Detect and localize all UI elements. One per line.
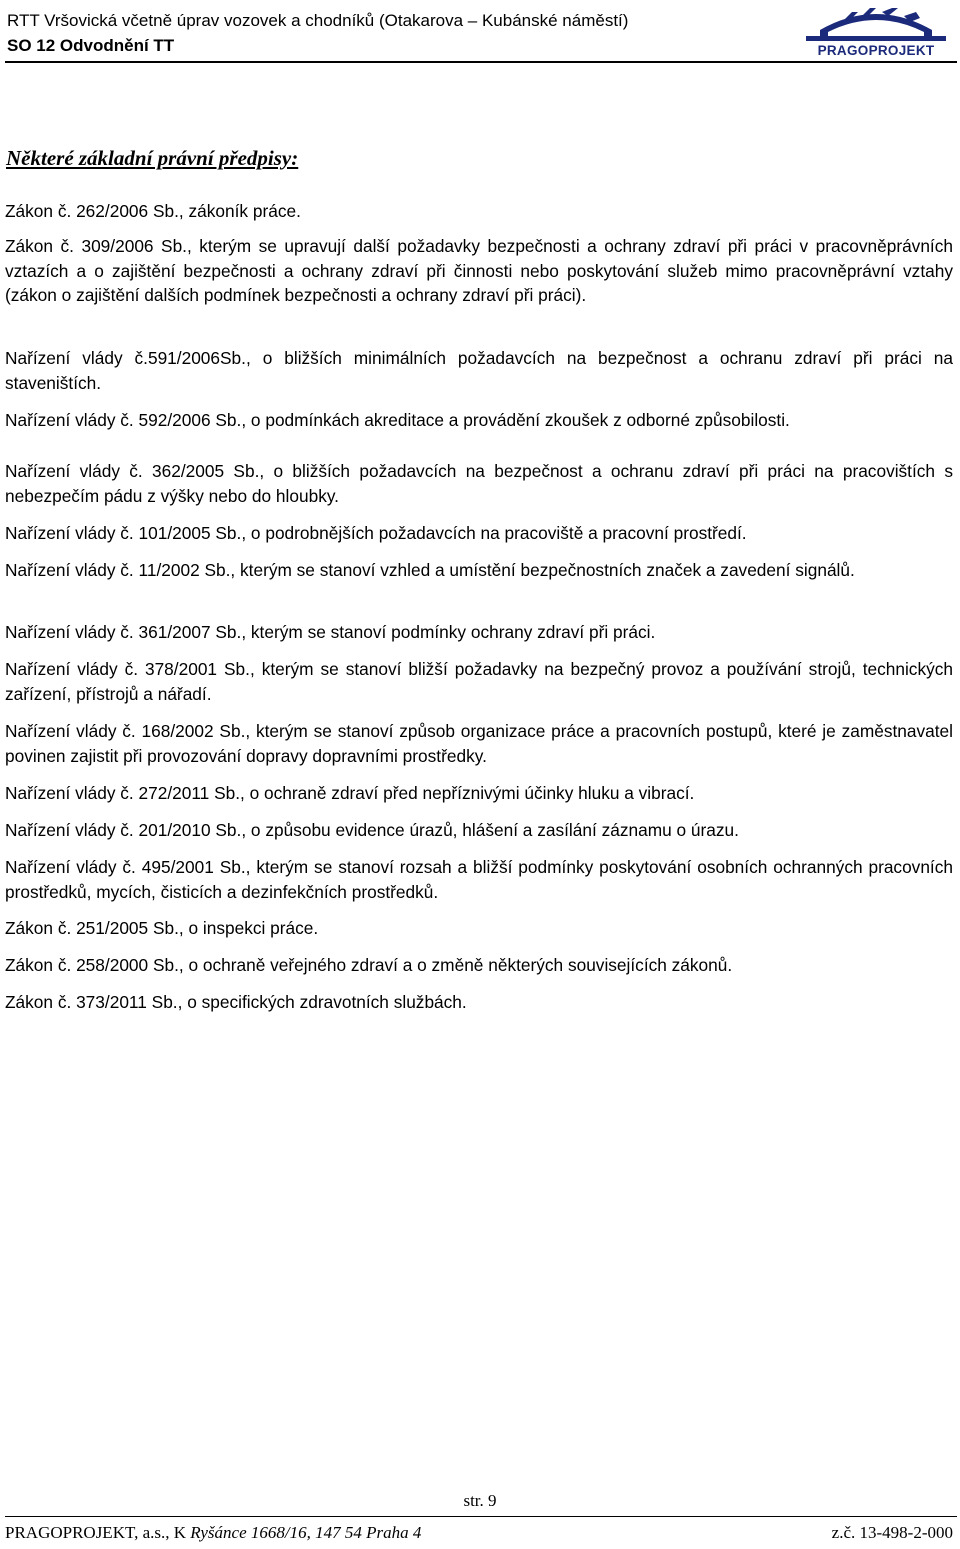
legal-item: Nařízení vlády č. 201/2010 Sb., o způsobu evidence úrazů, hlášení a zasílání záznamu o úrazu.: [5, 820, 739, 840]
header-object-title: SO 12 Odvodnění TT: [7, 36, 175, 55]
footer-project-code: z.č. 13-498-2-000: [831, 1523, 953, 1542]
logo-text: PRAGOPROJEKT: [817, 43, 935, 58]
legal-item: Zákon č. 373/2011 Sb., o specifických zdravotních službách.: [5, 992, 467, 1012]
legal-item: Zákon č. 262/2006 Sb., zákoník práce.: [5, 201, 301, 221]
legal-item: Zákon č. 251/2005 Sb., o inspekci práce.: [5, 918, 319, 938]
legal-item: Nařízení vlády č. 362/2005 Sb., o bližších požadavcích na bezpečnost a ochranu zdraví při práci na pracovištích s nebezpečím pádu z výšky nebo do hloubky.: [5, 461, 953, 506]
legal-item: Nařízení vlády č. 361/2007 Sb., kterým se stanoví podmínky ochrany zdraví při práci.: [5, 622, 656, 642]
legal-item: Nařízení vlády č. 168/2002 Sb., kterým se stanoví způsob organizace práce a pracovních postupů, které je zaměstnavatel povinen zajistit při provozování dopravy dopravními prostředky.: [5, 721, 953, 766]
legal-item: Zákon č. 309/2006 Sb., kterým se upravují další požadavky bezpečnosti a ochrany zdraví při práci v pracovněprávních vztazích a o zajištění bezpečnosti a ochrany zdraví při činnosti nebo poskytování služeb mimo pracovněprávní vztahy (zákon o zajištění dalších podmínek bezpečnosti a ochrany zdraví při práci).: [5, 236, 953, 305]
header-divider: [5, 61, 957, 63]
section-heading: Některé základní právní předpisy:: [6, 146, 299, 170]
legal-item: Nařízení vlády č. 101/2005 Sb., o podrobnějších požadavcích na pracoviště a pracovní prostředí.: [5, 523, 747, 543]
footer-company-name: PRAGOPROJEKT, a.s., K: [5, 1523, 187, 1542]
footer-company: [5, 1523, 421, 1543]
legal-item: Nařízení vlády č. 592/2006 Sb., o podmínkách akreditace a provádění zkoušek z odborné způsobilosti.: [5, 410, 790, 430]
page-number: str. 9: [463, 1491, 497, 1510]
footer-divider: [5, 1516, 957, 1517]
pragoprojekt-logo: [800, 4, 952, 60]
legal-item: Nařízení vlády č. 11/2002 Sb., kterým se stanoví vzhled a umístění bezpečnostních značek a zavedení signálů.: [5, 560, 855, 580]
footer-address: Ryšánce 1668/16, 147 54 Praha 4: [190, 1523, 422, 1542]
bridge-logo-icon: [800, 4, 952, 44]
header-project-title: RTT Vršovická včetně úprav vozovek a chodníků (Otakarova – Kubánské náměstí): [7, 11, 629, 30]
legal-item: Nařízení vlády č. 495/2001 Sb., kterým se stanoví rozsah a bližší podmínky poskytování osobních ochranných pracovních prostředků, mycích, čisticích a dezinfekčních prostředků.: [5, 857, 953, 902]
legal-item: Zákon č. 258/2000 Sb., o ochraně veřejného zdraví a o změně některých souvisejících zákonů.: [5, 955, 733, 975]
legal-item: Nařízení vlády č. 272/2011 Sb., o ochraně zdraví před nepříznivými účinky hluku a vibrací.: [5, 783, 695, 803]
legal-item: Nařízení vlády č. 378/2001 Sb., kterým se stanoví bližší požadavky na bezpečný provoz a používání strojů, technických zařízení, přístrojů a nářadí.: [5, 659, 953, 704]
legal-item: Nařízení vlády č.591/2006Sb., o bližších minimálních požadavcích na bezpečnost a ochranu zdraví při práci na staveništích.: [5, 348, 953, 393]
